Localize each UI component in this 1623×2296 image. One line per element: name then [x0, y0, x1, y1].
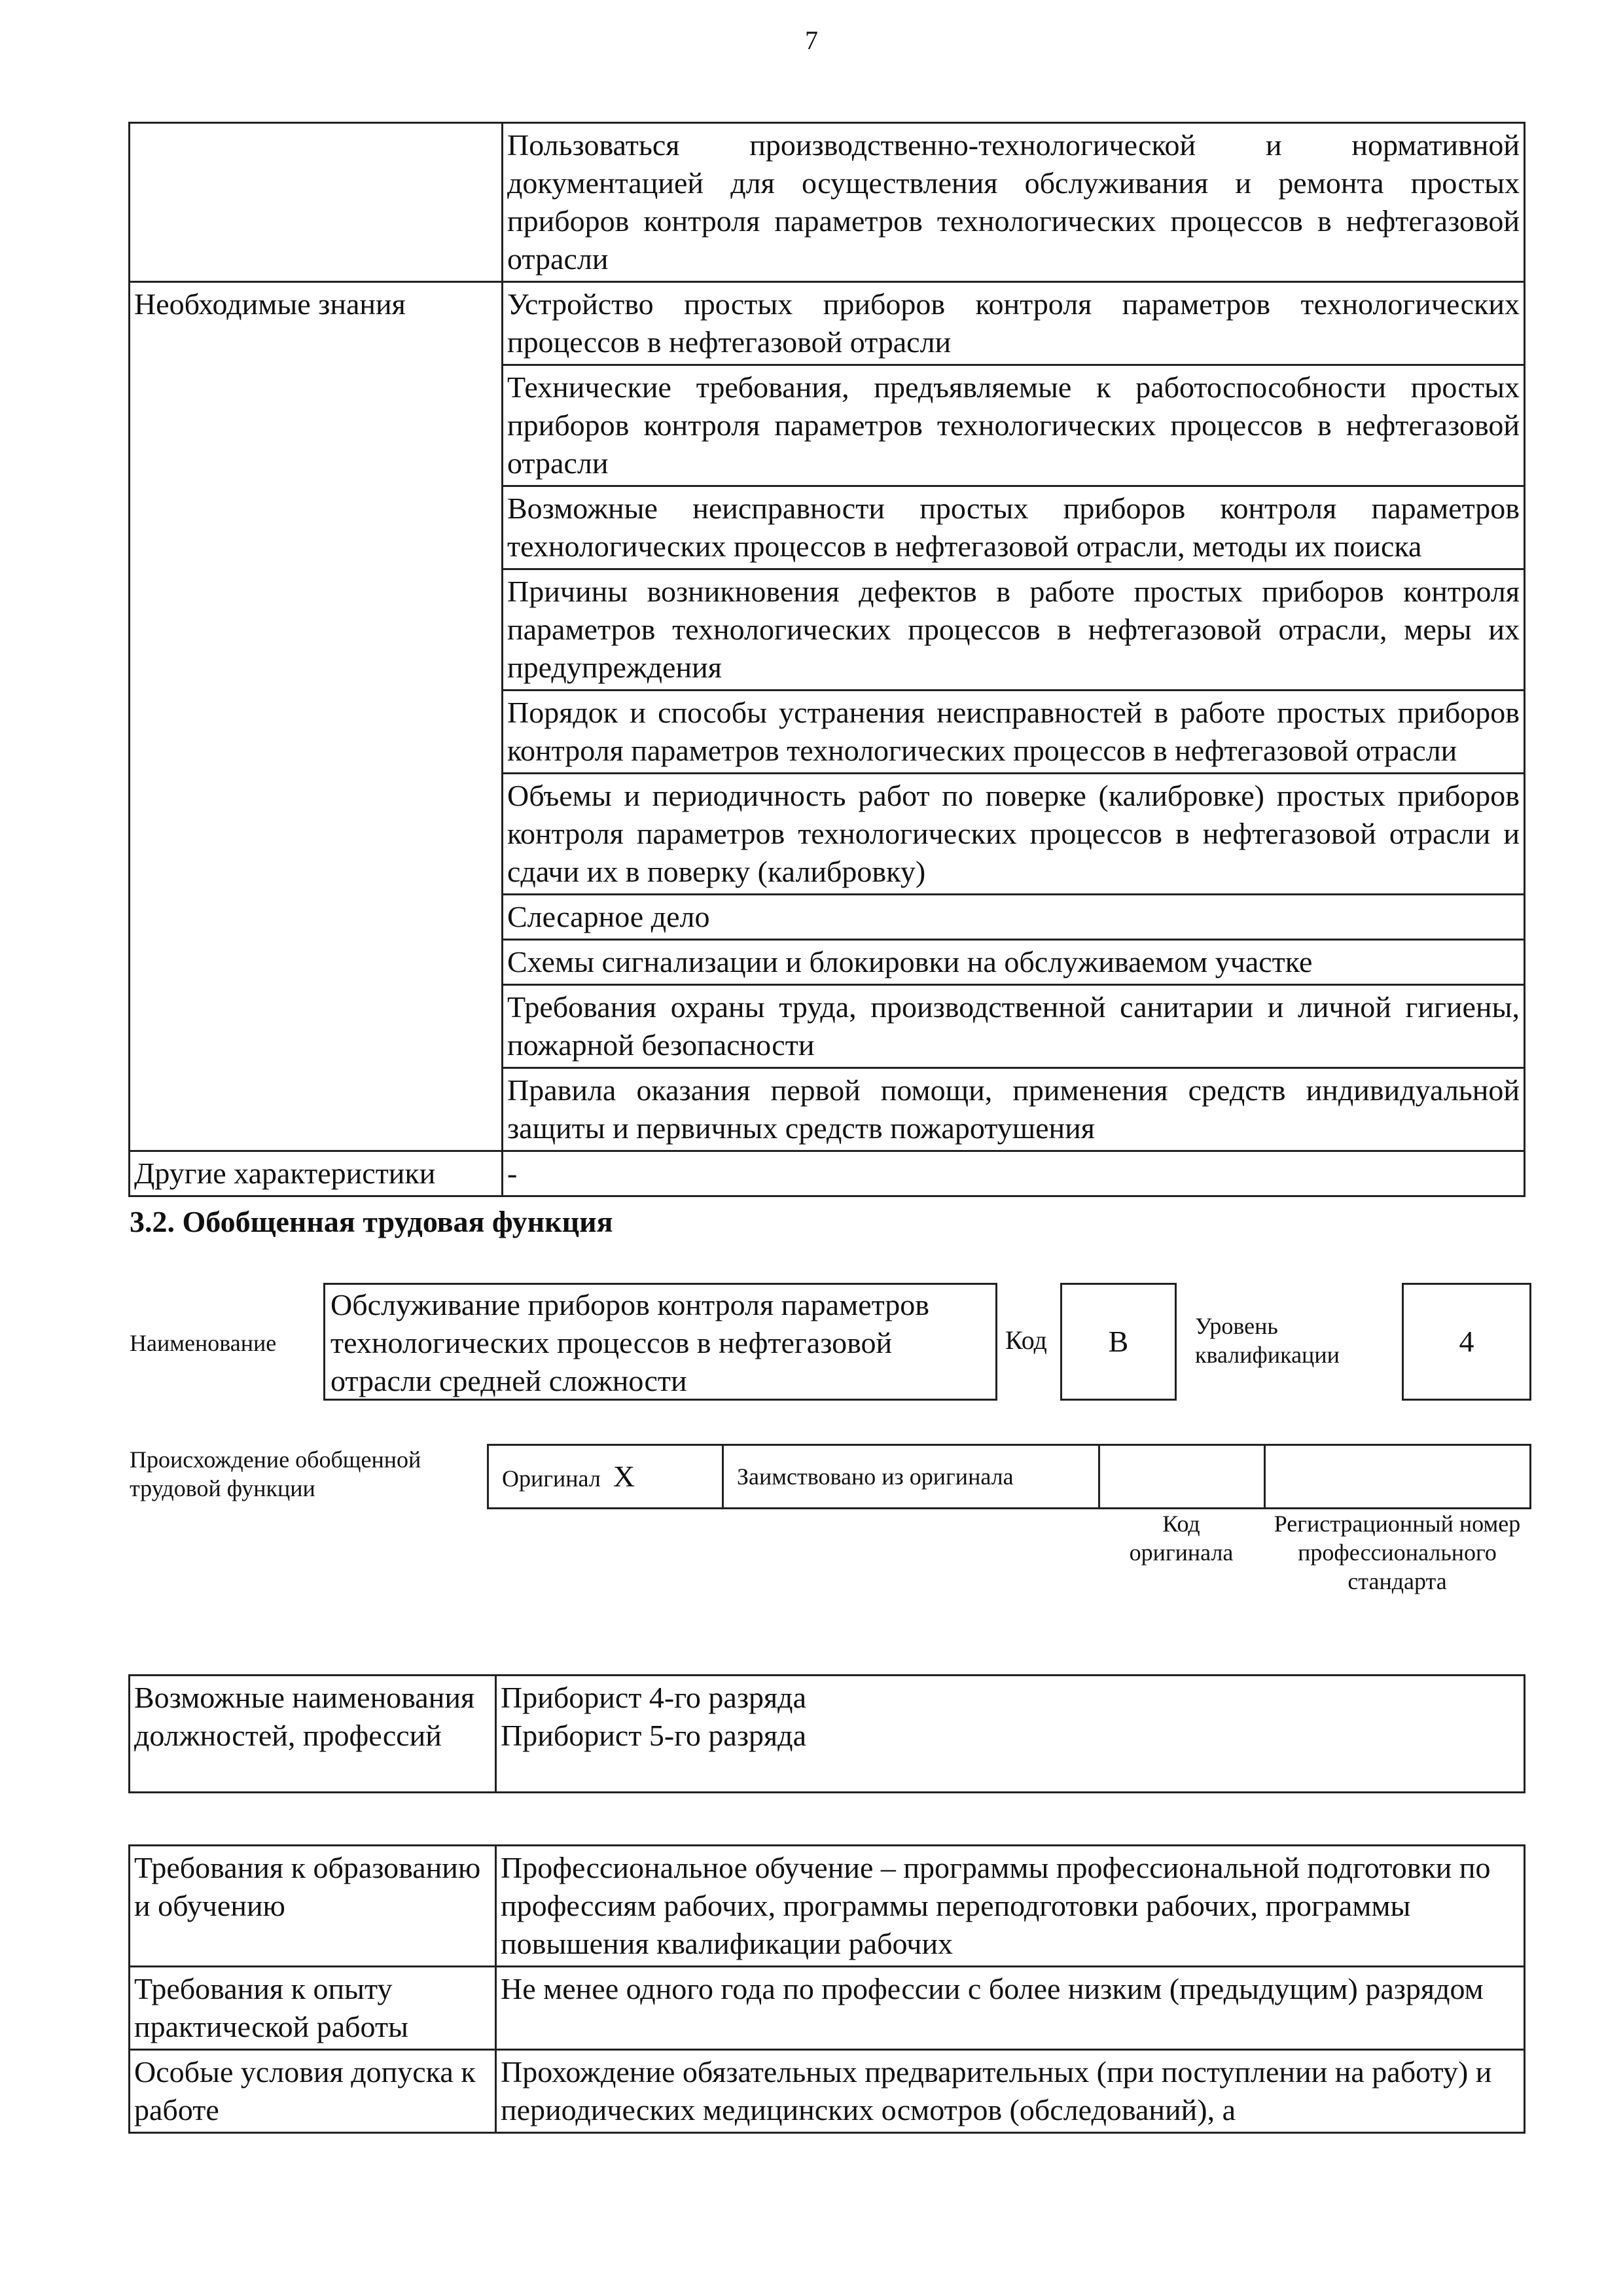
requirement-value: Не менее одного года по профессии с более низким (предыдущим) разрядом — [496, 1967, 1525, 2050]
requirement-value: Прохождение обязательных предварительных (при поступлении на работу) и периодических медицинских осмотров (обследований), а — [496, 2050, 1525, 2133]
name-value: Обслуживание приборов контроля параметров технологических процессов в нефтегазовой отрасли средней сложности — [330, 1288, 929, 1397]
table-row — [130, 282, 1525, 365]
list-item: Объемы и периодичность работ по поверке (калибровке) простых приборов контроля параметров технологических процессов в нефтегазовой отрасли и сдачи их в поверку (калибровку) — [503, 774, 1525, 895]
table-row — [130, 1151, 1525, 1196]
knowledge-label: Необходимые знания — [130, 282, 503, 1151]
requirement-label: Требования к образованию и обучению — [130, 1846, 496, 1967]
code-value: B — [1108, 1325, 1129, 1358]
code-original-box — [1098, 1444, 1266, 1509]
list-item: Возможные неисправности простых приборов контроля параметров технологических процессов в нефтегазовой отрасли, методы их поиска — [503, 486, 1525, 569]
borrowed-label: Заимствовано из оригинала — [737, 1463, 1014, 1490]
list-item: Порядок и способы устранения неисправностей в работе простых приборов контроля параметров технологических процессов в нефтегазовой отрасли — [503, 691, 1525, 774]
section-title: 3.2. Обобщенная трудовая функция — [130, 1205, 613, 1238]
table-row — [130, 1676, 1525, 1793]
list-item: Приборист 4-го разряда — [501, 1681, 806, 1714]
code-box — [1060, 1283, 1177, 1401]
list-item: Устройство простых приборов контроля параметров технологических процессов в нефтегазовой отрасли — [503, 282, 1525, 365]
list-item: Приборист 5-го разряда — [501, 1719, 806, 1752]
positions-values — [496, 1676, 1525, 1793]
level-box — [1402, 1283, 1531, 1401]
level-label: Уровень квалификации — [1195, 1313, 1340, 1368]
reg-number-caption: Регистрационный номер профессионального стандарта — [1274, 1511, 1521, 1594]
list-item: Слесарное дело — [503, 895, 1525, 940]
code-label: Код — [1005, 1325, 1047, 1355]
knowledge-table — [128, 122, 1525, 1197]
name-box — [323, 1283, 997, 1401]
list-item: Схемы сигнализации и блокировки на обслуживаемом участке — [503, 940, 1525, 985]
table-cell: Пользоваться производственно-технологической и нормативной документацией для осуществления обслуживания и ремонта простых приборов контроля параметров технологических процессов в нефтегазовой отрасли — [503, 123, 1525, 282]
requirement-label: Требования к опыту практической работы — [130, 1967, 496, 2050]
origin-label: Происхождение обобщенной трудовой функции — [130, 1446, 421, 1501]
other-label: Другие характеристики — [130, 1151, 503, 1196]
list-item: Требования охраны труда, производственной санитарии и личной гигиены, пожарной безопасности — [503, 985, 1525, 1068]
positions-label: Возможные наименования должностей, профессий — [130, 1676, 496, 1793]
positions-table — [128, 1674, 1525, 1793]
list-item: Технические требования, предъявляемые к работоспособности простых приборов контроля параметров технологических процессов в нефтегазовой отрасли — [503, 365, 1525, 486]
original-mark: X — [613, 1460, 635, 1493]
requirements-table — [128, 1844, 1525, 2134]
name-label: Наименование — [130, 1330, 277, 1356]
table-row — [130, 123, 1525, 282]
page-number: 7 — [805, 26, 818, 55]
reg-number-box — [1264, 1444, 1531, 1509]
requirement-value: Профессиональное обучение – программы профессиональной подготовки по профессиям рабочих, программы переподготовки рабочих, программы повышения квалификации рабочих — [496, 1846, 1525, 1967]
table-row — [130, 1846, 1525, 1967]
requirement-label: Особые условия допуска к работе — [130, 2050, 496, 2133]
original-box — [487, 1444, 724, 1509]
table-row — [130, 2050, 1525, 2133]
borrowed-box — [722, 1444, 1100, 1509]
code-original-caption: Код оригинала — [1129, 1511, 1234, 1566]
level-value: 4 — [1459, 1325, 1474, 1358]
table-row — [130, 1967, 1525, 2050]
other-value: - — [503, 1151, 1525, 1196]
list-item: Причины возникновения дефектов в работе простых приборов контроля параметров технологических процессов в нефтегазовой отрасли, меры их предупреждения — [503, 569, 1525, 691]
list-item: Правила оказания первой помощи, применения средств индивидуальной защиты и первичных средств пожаротушения — [503, 1068, 1525, 1151]
original-label: Оригинал — [502, 1465, 601, 1492]
